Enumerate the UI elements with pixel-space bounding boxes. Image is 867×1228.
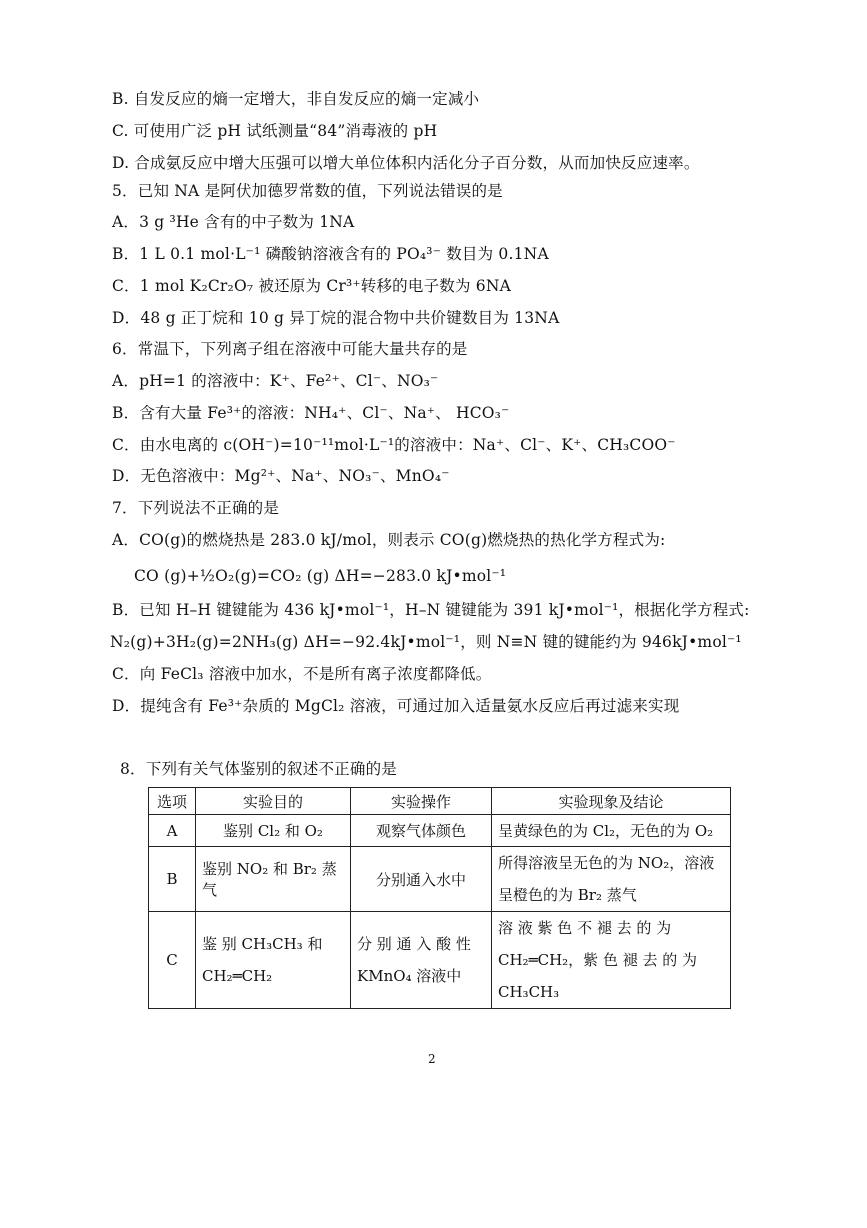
row-b-purpose: 鉴别 NO₂ 和 Br₂ 蒸气	[196, 847, 351, 912]
q6-option-b: B．含有大量 Fe³⁺的溶液：NH₄⁺、Cl⁻、Na⁺、 HCO₃⁻	[112, 404, 510, 422]
q4-option-b: B. 自发反应的熵一定增大，非自发反应的熵一定减小	[112, 90, 480, 108]
table-row	[149, 815, 731, 847]
cell-line: CH₂═CH₂	[202, 967, 273, 985]
q6-option-c: C．由水电离的 c(OH⁻)=10⁻¹¹mol·L⁻¹的溶液中：Na⁺、Cl⁻、K⁺、CH₃COO⁻	[112, 436, 676, 454]
q7-option-b: B．已知 H–H 键键能为 436 kJ•mol⁻¹，H–N 键键能为 391 kJ•mol⁻¹，根据化学方程式:	[112, 601, 750, 619]
header-purpose: 实验目的	[196, 788, 351, 815]
q5-option-c: C．1 mol K₂Cr₂O₇ 被还原为 Cr³⁺转移的电子数为 6NA	[112, 277, 512, 295]
cell-line: 鉴 别 CH₃CH₃ 和	[202, 935, 323, 953]
row-b-conclusion	[492, 847, 731, 912]
header-operation: 实验操作	[351, 788, 492, 815]
q4-option-c: C. 可使用广泛 pH 试纸测量“84”消毒液的 pH	[112, 122, 438, 140]
q7-option-a-equation: CO (g)+½O₂(g)=CO₂ (g) ΔH=−283.0 kJ•mol⁻¹	[134, 567, 507, 585]
row-c-conclusion	[492, 912, 731, 1009]
q6-option-a: A．pH=1 的溶液中：K⁺、Fe²⁺、Cl⁻、NO₃⁻	[112, 372, 439, 390]
q5-option-a: A．3 g ³He 含有的中子数为 1NA	[112, 213, 355, 231]
cell-line: 分 别 通 入 酸 性	[357, 935, 471, 953]
table-header-row	[149, 788, 731, 815]
cell-line: 呈橙色的为 Br₂ 蒸气	[498, 886, 637, 904]
q7-stem: 7．下列说法不正确的是	[112, 499, 280, 517]
table-row	[149, 847, 731, 912]
cell-line: 所得溶液呈无色的为 NO₂，溶液	[498, 854, 715, 872]
q7-option-d: D．提纯含有 Fe³⁺杂质的 MgCl₂ 溶液，可通过加入适量氨水反应后再过滤来实现	[112, 697, 680, 715]
q6-option-d: D．无色溶液中：Mg²⁺、Na⁺、NO₃⁻、MnO₄⁻	[112, 467, 450, 485]
q4-option-d: D. 合成氨反应中增大压强可以增大单位体积内活化分子百分数，从而加快反应速率。	[112, 154, 700, 172]
row-a-conclusion: 呈黄绿色的为 Cl₂，无色的为 O₂	[492, 815, 731, 847]
q7-option-b-equation: N₂(g)+3H₂(g)=2NH₃(g) ΔH=−92.4kJ•mol⁻¹，则 N≡N 键的键能约为 946kJ•mol⁻¹	[110, 633, 742, 651]
q7-option-a: A．CO(g)的燃烧热是 283.0 kJ/mol，则表示 CO(g)燃烧热的热化学方程式为:	[112, 531, 666, 549]
row-c-option: C	[149, 912, 196, 1009]
row-c-purpose	[196, 912, 351, 1009]
row-a-operation: 观察气体颜色	[351, 815, 492, 847]
row-b-option: B	[149, 847, 196, 912]
row-a-option: A	[149, 815, 196, 847]
row-b-operation: 分别通入水中	[351, 847, 492, 912]
header-option: 选项	[149, 788, 196, 815]
row-c-operation	[351, 912, 492, 1009]
table-row	[149, 912, 731, 1009]
header-conclusion: 实验现象及结论	[492, 788, 731, 815]
cell-line: 溶 液 紫 色 不 褪 去 的 为	[498, 919, 672, 937]
row-a-purpose: 鉴别 Cl₂ 和 O₂	[196, 815, 351, 847]
page-number: 2	[428, 1052, 436, 1066]
cell-line: CH₃CH₃	[498, 983, 560, 1001]
q8-stem: 8．下列有关气体鉴别的叙述不正确的是	[120, 760, 397, 778]
q6-stem: 6．常温下，下列离子组在溶液中可能大量共存的是	[112, 340, 468, 358]
cell-line: KMnO₄ 溶液中	[357, 967, 462, 985]
cell-line: CH₂═CH₂，紫 色 褪 去 的 为	[498, 951, 698, 969]
q7-option-c: C．向 FeCl₃ 溶液中加水，不是所有离子浓度都降低。	[112, 665, 492, 683]
q5-stem: 5．已知 NA 是阿伏加德罗常数的值，下列说法错误的是	[112, 182, 503, 200]
q5-option-d: D．48 g 正丁烷和 10 g 异丁烷的混合物中共价键数目为 13NA	[112, 309, 560, 327]
q8-table	[148, 787, 731, 1009]
q5-option-b: B．1 L 0.1 mol·L⁻¹ 磷酸钠溶液含有的 PO₄³⁻ 数目为 0.1NA	[112, 245, 549, 263]
